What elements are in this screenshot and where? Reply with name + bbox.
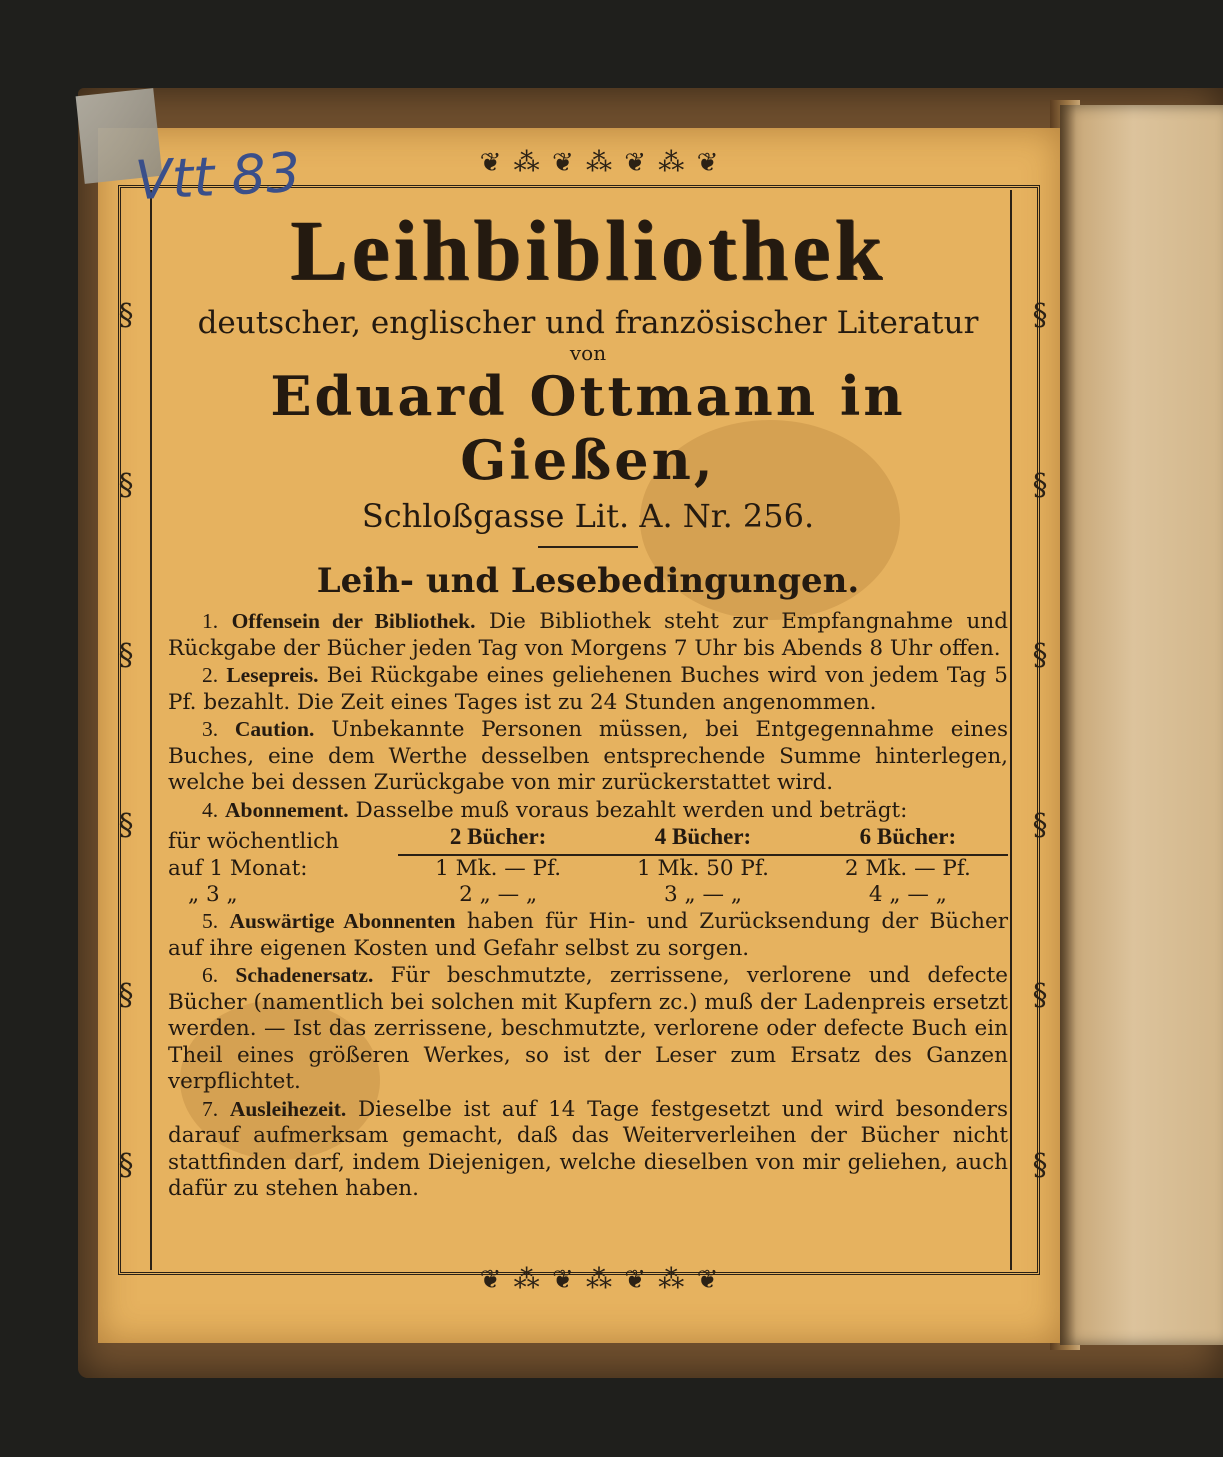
clause-heading: Abonnement.	[224, 797, 349, 822]
scroll-ornament-icon: §	[118, 467, 134, 503]
column-header: 2 Bücher:	[398, 824, 598, 855]
table-row	[168, 882, 1008, 908]
scroll-ornament-icon: §	[1032, 807, 1048, 843]
clause	[168, 716, 1008, 797]
owner-name: Eduard Ottmann in Gießen,	[270, 364, 906, 492]
table-cell: 3 „ — „	[664, 882, 742, 907]
scroll-ornament-icon: §	[1032, 977, 1048, 1013]
clause-number: 3.	[202, 717, 219, 741]
abonnement-table	[168, 824, 1008, 908]
clause-heading: Offensein der Bibliothek.	[231, 609, 476, 633]
table-row	[168, 855, 1008, 882]
page-title: Leihbibliothek	[289, 202, 887, 298]
clause-text: Bei Rückgabe eines geliehenen Buches wird von jedem Tag 5 Pf. bezahlt. Die Zeit eines Tages ist zu 24 Stunden angenommen.	[168, 663, 1008, 715]
column-header: 6 Bücher:	[808, 824, 1008, 855]
ornament-border-right	[1026, 230, 1054, 1250]
clause-text: Die Bibliothek steht zur Empfangnahme und Rückgabe der Bücher jeden Tag von Morgens 7 Uhr bis Abends 8 Uhr offen.	[168, 609, 1008, 661]
clause	[168, 962, 1008, 1096]
clause-heading: Schadenersatz.	[235, 963, 374, 987]
table-cell: 2 Mk. — Pf.	[844, 856, 971, 881]
handwritten-shelf-mark: Vtt 83	[133, 140, 302, 213]
scroll-ornament-icon: §	[118, 807, 134, 843]
clause-heading: Caution.	[234, 717, 315, 741]
scroll-ornament-icon: §	[118, 1147, 134, 1183]
clause-text: Unbekannte Personen müssen, bei Entgegennahme eines Buches, eine dem Werthe desselben entsprechende Summe hinterlegen, welche bei dessen Zurückgabe von mir zurückerstattet wird.	[168, 717, 1008, 795]
scroll-ornament-icon: §	[118, 637, 134, 673]
column-header: 4 Bücher:	[598, 824, 808, 855]
row-label: für wöchentlich	[168, 829, 340, 854]
scroll-ornament-icon: §	[1032, 637, 1048, 673]
ornament-icon: ❦ ⁂ ❦ ⁂ ❦ ⁂ ❦	[479, 148, 721, 178]
clause	[168, 608, 1008, 662]
ornament-border-bottom	[150, 1262, 1050, 1298]
subtitle: deutscher, englischer und französischer Literatur	[197, 305, 979, 341]
scroll-ornament-icon: §	[1032, 1147, 1048, 1183]
clause-text: Dieselbe ist auf 14 Tage festgesetzt und wird besonders darauf aufmerksam gemacht, daß das Weiterverleihen der Bücher nicht stattfinden darf, indem Diejenigen, welche dieselben von mir geliehen, auch dafür zu stehen haben.	[168, 1096, 1008, 1201]
table-cell: 1 Mk. — Pf.	[435, 856, 562, 881]
clause-text: haben für Hin- und Zurücksendung der Bücher auf ihre eigenen Kosten und Gefahr selbst zu sorgen.	[168, 909, 1008, 961]
table-cell: 2 „ — „	[459, 882, 538, 907]
label-content	[168, 200, 1008, 1203]
scroll-ornament-icon: §	[118, 977, 134, 1013]
clause-list	[168, 608, 1008, 1203]
table-cell: 1 Mk. 50 Pf.	[637, 856, 769, 881]
clause-heading: Ausleihezeit.	[229, 1096, 347, 1121]
clause-number: 5.	[202, 909, 219, 933]
clause-heading: Auswärtige Abonnenten	[229, 909, 456, 933]
scroll-ornament-icon: §	[118, 297, 134, 333]
von-text: von	[569, 341, 607, 365]
address: Schloßgasse Lit. A. Nr. 256.	[361, 497, 815, 535]
row-label: auf 1 Monat:	[168, 856, 308, 881]
clause-heading: Lesepreis.	[226, 663, 319, 687]
scroll-ornament-icon: §	[1032, 297, 1048, 333]
divider	[538, 546, 638, 548]
clause-number: 4.	[202, 797, 219, 822]
section-title: Leih- und Lesebedingungen.	[316, 561, 860, 601]
table-cell: 4 „ — „	[868, 882, 947, 907]
clause-text: Für beschmutzte, zerrissene, verlorene und defecte Bücher (namentlich bei solchen mit Kupfern zc.) muß der Ladenpreis ersetzt werden. — Ist das zerrissene, beschmutzte, verlorene oder defecte Buch ein Theil eines größeren Werkes, so ist der Leser zum Ersatz des Ganzen verpflichtet.	[168, 963, 1008, 1094]
clause-number: 1.	[202, 609, 219, 633]
right-page	[1060, 105, 1223, 1345]
clause	[168, 908, 1008, 962]
ornament-icon: ❦ ⁂ ❦ ⁂ ❦ ⁂ ❦	[479, 1265, 721, 1295]
ornament-border-left	[112, 230, 140, 1250]
clause-number: 2.	[202, 663, 219, 687]
row-label: „ 3 „	[188, 882, 238, 907]
clause	[168, 662, 1008, 716]
clause	[168, 797, 1008, 825]
clause-number: 7.	[202, 1096, 219, 1121]
scroll-ornament-icon: §	[1032, 467, 1048, 503]
clause-number: 6.	[202, 963, 219, 987]
clause-text: Dasselbe muß voraus bezahlt werden und beträgt:	[355, 797, 908, 823]
table-header-row	[168, 824, 1008, 855]
clause	[168, 1096, 1008, 1203]
